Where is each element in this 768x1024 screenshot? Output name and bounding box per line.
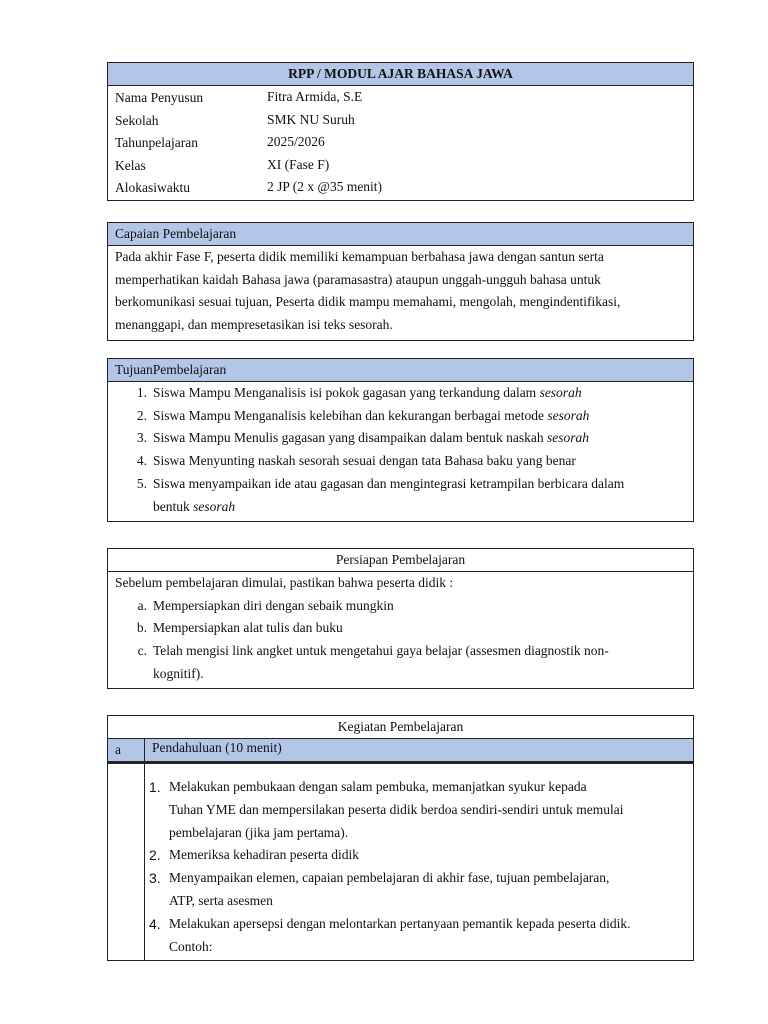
capaian-body <box>108 246 694 341</box>
kegiatan-table <box>107 715 694 961</box>
list-item: 1. Siswa Mampu Menganalisis isi pokok gagasan yang terkandung dalam sesorah <box>136 385 582 400</box>
label-kelas: Kelas <box>115 157 146 173</box>
capaian-line: memperhatikan kaidah Bahasa jawa (paramasastra) ataupun unggah-ungguh bahasa untuk <box>115 271 601 287</box>
capaian-table <box>107 222 694 341</box>
doc-title: RPP / MODUL AJAR BAHASA JAWA <box>108 63 694 86</box>
tujuan-title: TujuanPembelajaran <box>108 359 694 382</box>
capaian-line: menanggapi, dan mempresetasikan isi teks sesorah. <box>115 316 393 332</box>
list-item: 2. Siswa Mampu Menganalisis kelebihan dan kekurangan berbagai metode sesorah <box>136 407 590 423</box>
tujuan-table <box>107 358 694 522</box>
section-letter: a <box>108 739 145 763</box>
list-item: 3. Siswa Mampu Menulis gagasan yang disampaikan dalam bentuk naskah sesorah <box>136 430 590 446</box>
section-letter-cell <box>108 784 145 961</box>
persiapan-intro: Sebelum pembelajaran dimulai, pastikan bahwa peserta didik : <box>115 575 454 590</box>
persiapan-table <box>107 548 694 689</box>
value-sekolah: SMK NU Suruh <box>267 111 355 127</box>
capaian-line: berkomunikasi sesuai tujuan, Peserta didik mampu memahami, mengolah, mengindentifikasi, <box>115 294 621 309</box>
list-item: 5. Siswa menyampaikan ide atau gagasan dan mengintegrasi ketrampilan berbicara dalam bentuk sesorah <box>136 475 625 514</box>
persiapan-title: Persiapan Pembelajaran <box>108 549 694 572</box>
section-title: Pendahuluan (10 menit) <box>145 739 694 763</box>
value-nama-penyusun: Fitra Armida, S.E <box>267 89 363 104</box>
label-nama-penyusun: Nama Penyusun <box>115 90 204 105</box>
list-item: c. Telah mengisi link angket untuk mengetahui gaya belajar (assesmen diagnostik non- kognitif). <box>137 642 609 681</box>
list-item: 4. Melakukan apersepsi dengan melontarkan pertanyaan pemantik kepada peserta didik. Contoh: <box>149 915 631 954</box>
list-item: 3. Menyampaikan elemen, capaian pembelajaran di akhir fase, tujuan pembelajaran, ATP, serta asesmen <box>149 870 610 908</box>
value-tahun-pelajaran: 2025/2026 <box>267 134 325 149</box>
identity-values <box>267 86 694 201</box>
kegiatan-body <box>145 779 694 961</box>
section-gap <box>108 763 694 785</box>
list-item: 2. Memeriksa kehadiran peserta didik <box>149 847 360 864</box>
list-item: b. Mempersiapkan alat tulis dan buku <box>136 620 343 636</box>
identity-table <box>107 62 694 201</box>
list-item: 4. Siswa Menyunting naskah sesorah sesuai dengan tata Bahasa baku yang benar <box>136 453 576 469</box>
label-tahun-pelajaran: Tahunpelajaran <box>115 135 199 150</box>
tujuan-body <box>108 382 694 522</box>
persiapan-body <box>108 572 694 689</box>
capaian-line: Pada akhir Fase F, peserta didik memiliki kemampuan berbahasa jawa dengan santun serta <box>115 249 604 264</box>
value-alokasi-waktu: 2 JP (2 x @35 menit) <box>267 179 383 194</box>
identity-labels <box>108 86 268 201</box>
value-kelas: XI (Fase F) <box>267 156 330 172</box>
label-sekolah: Sekolah <box>115 112 159 128</box>
list-item: 1. Melakukan pembukaan dengan salam pembuka, memanjatkan syukur kepada Tuhan YME dan mempersilakan peserta didik berdoa sendiri-sendiri untuk memulai pembelajaran (jika jam pertama). <box>149 779 624 840</box>
list-item: a. Mempersiapkan diri dengan sebaik mungkin <box>137 597 394 613</box>
kegiatan-title: Kegiatan Pembelajaran <box>108 716 694 739</box>
label-alokasi-waktu: Alokasiwaktu <box>115 180 190 195</box>
capaian-title: Capaian Pembelajaran <box>108 223 694 246</box>
